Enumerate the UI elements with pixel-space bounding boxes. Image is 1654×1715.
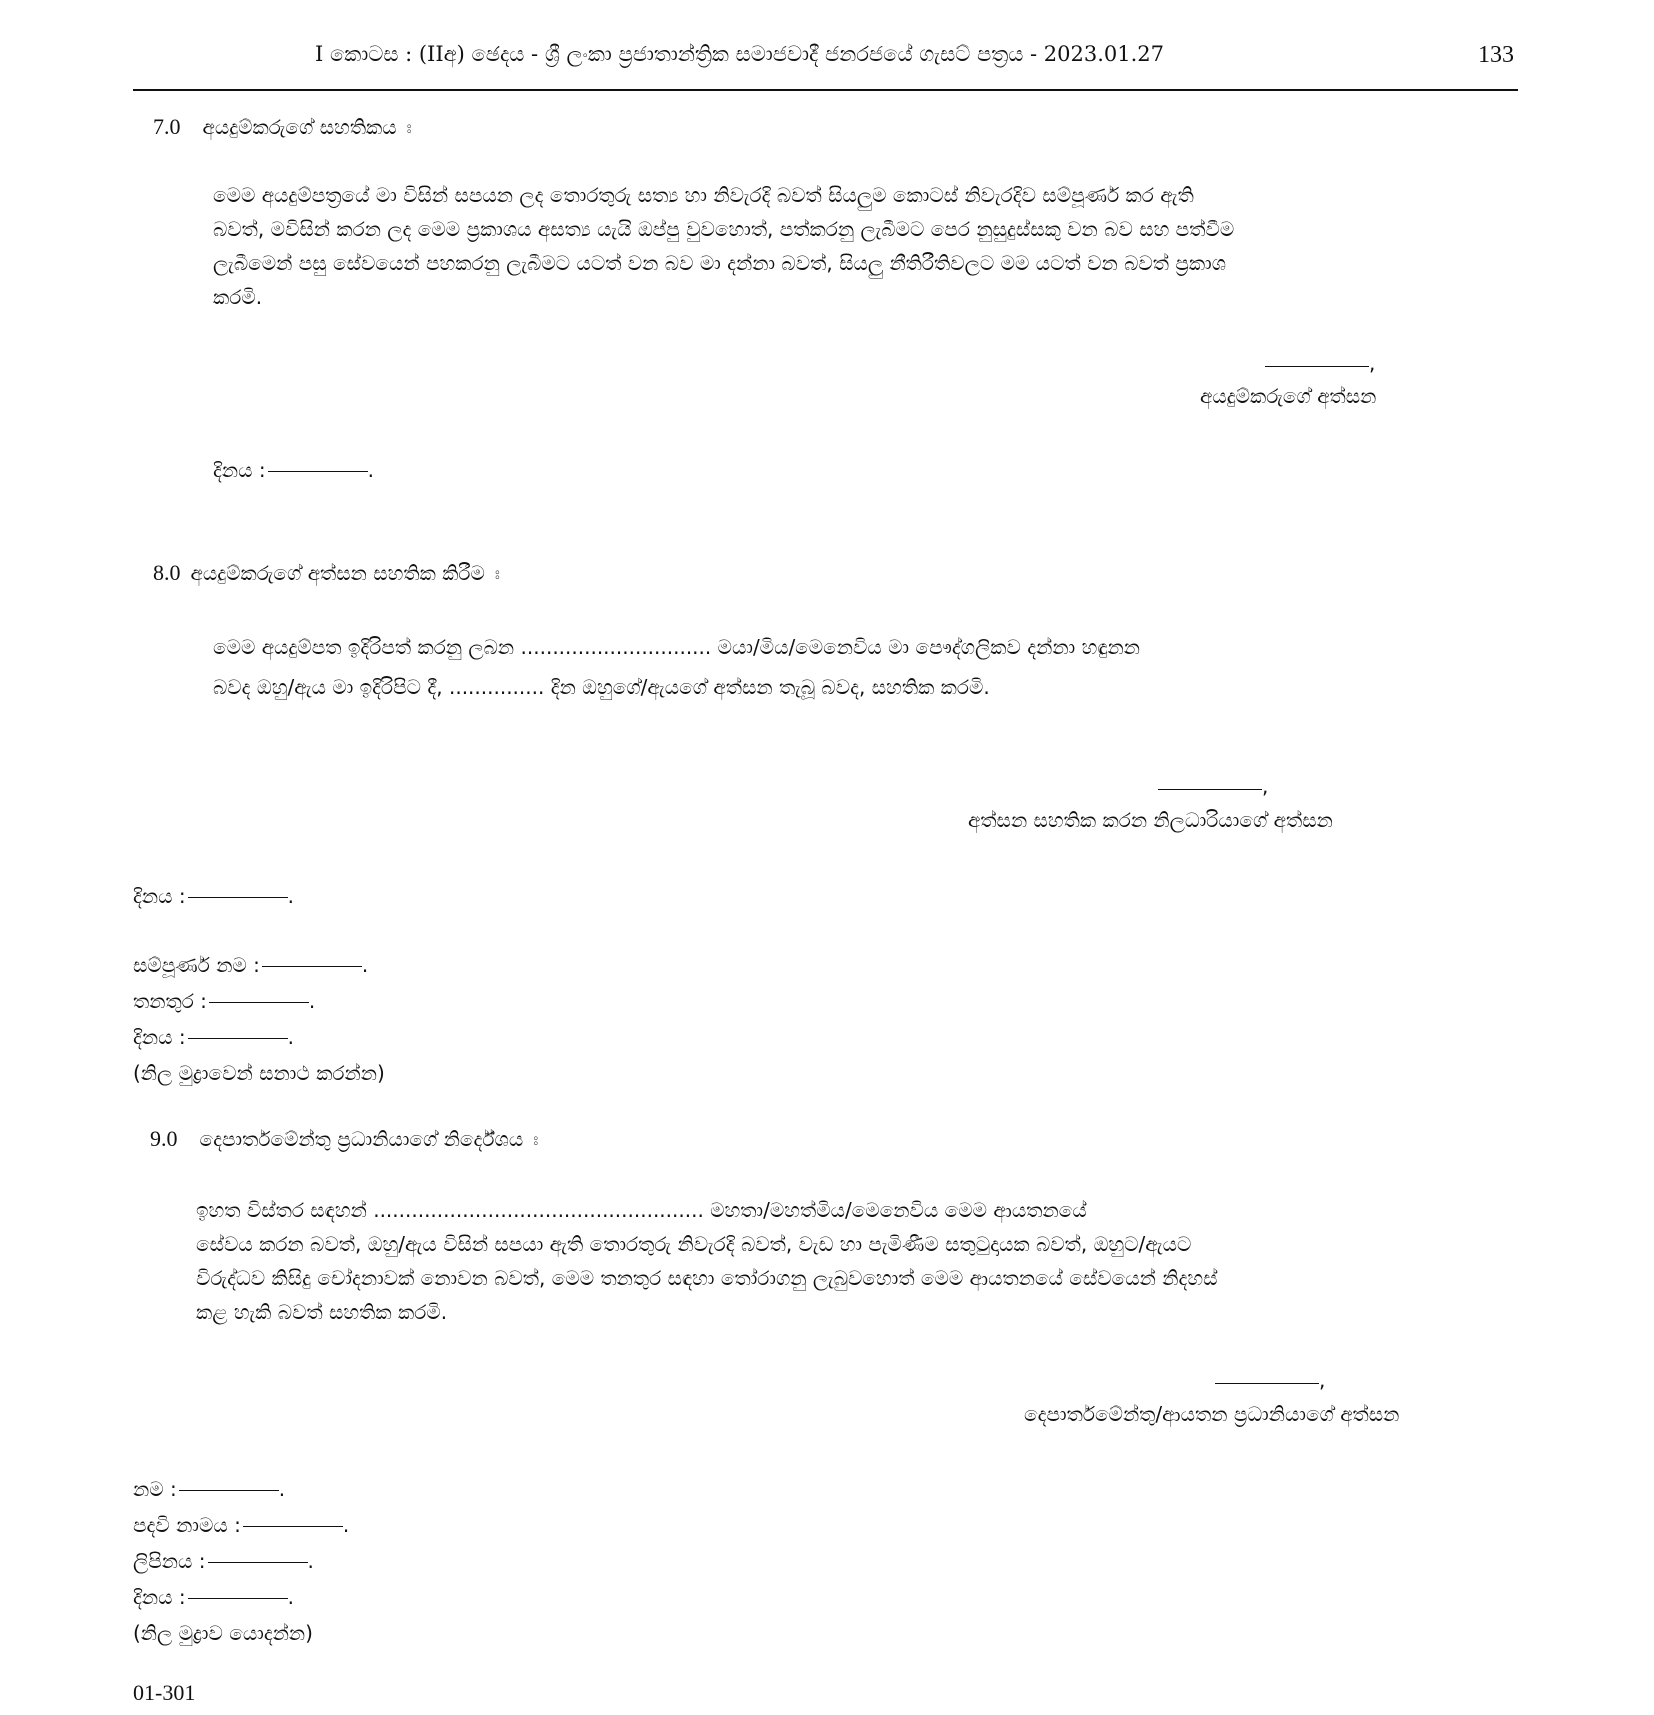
field-label: දිනය : (133, 1025, 186, 1049)
field-label: ලිපිනය : (133, 1549, 206, 1573)
certification-line: මෙම අයදුම්පත ඉදිරිපත් කරනු ලබන .............................. මයා/මිය/මෙනෙවිය මා පෞද්ගලිකව දන්නා හඳුනන (213, 635, 1140, 659)
gazette-header-title: I කොටස : (IIඅ) ඡෙදය - ශ්‍රී ලංකා ප්‍රජාතාන්ත්‍රික සමාජවාදී ජනරජයේ ගැසට් පත්‍රය - 2023.01.27 (315, 42, 1165, 66)
blank-line (188, 1598, 288, 1599)
blank-line (179, 1490, 279, 1491)
recommendation-line: කළ හැකි බවත් සහතික කරමි. (196, 1300, 448, 1324)
section-7-title: අයදුම්කරුගේ සහතිකය ඃ (202, 115, 412, 139)
section-9-recommendation (196, 1193, 1518, 1329)
section-8-full-name-field: සම්පූර්ණ නම : . (133, 953, 369, 977)
header-divider (133, 89, 1518, 91)
certifying-officer-signature-caption: අත්සන සහතික කරන නිලධාරියාගේ අත්සන (968, 808, 1333, 832)
signature-comma: , (1319, 1368, 1326, 1392)
date-label: දිනය : (213, 458, 266, 482)
section-8-title: අයදුම්කරුගේ අත්සන සහතික කිරීම ඃ (190, 561, 500, 585)
certification-line: බවද ඔහු/ඇය මා ඉදිරිපිට දී, ............... දින ඔහුගේ/ඇයගේ අත්සන තැබූ බවද, සහතික කරමි. (213, 675, 990, 699)
signature-comma: , (1262, 774, 1269, 798)
section-9-heading (150, 1126, 538, 1152)
section-8-date-field: දිනය : . (133, 884, 294, 908)
section-7-declaration (213, 178, 1518, 314)
recommendation-line: විරුද්ධව කිසිදු චෝදනාවක් නොවන බවත්, මෙම තනතුර සඳහා තෝරාගනු ලැබුවහොත් මෙම ආයතනයේ සේවයෙන් නිදහස් (196, 1266, 1218, 1290)
field-label: තනතුර : (133, 989, 207, 1013)
head-signature-line (1215, 1383, 1319, 1384)
field-label: නම : (133, 1477, 177, 1501)
blank-line (262, 966, 362, 967)
section-8-date-field-2: දිනය : . (133, 1025, 294, 1049)
section-8-seal-note: (නිල මුද්‍රාවෙන් සනාථ කරන්න) (133, 1061, 385, 1085)
field-label: පදවි නාමය : (133, 1513, 241, 1537)
section-8-number: 8.0 (153, 560, 181, 585)
declaration-line: බවත්, මවිසින් කරන ලද මෙම ප්‍රකාශය අසත්‍ය යැයි ඔප්පු වුවහොත්, පත්කරනු ලැබීමට පෙර නුසුදුස්සකු වන බව සහ පත්වීම (213, 217, 1235, 241)
footer-code: 01-301 (133, 1680, 196, 1705)
declaration-line: කරමි. (213, 285, 263, 309)
declaration-line: මෙම අයදුම්පත්‍රයේ මා විසින් සපයන ලද තොරතුරු සත්‍ය හා නිවැරදි බවත් සියලුම කොටස් නිවැරදිව සම්පූර්ණ කර ඇති (213, 183, 1194, 207)
recommendation-line: ඉහත විස්තර සඳහන් .................................................... මහතා/මහත්මිය/මෙනෙවිය මෙම ආයතනයේ (196, 1198, 1087, 1222)
field-label: දිනය : (133, 884, 186, 908)
field-label: දිනය : (133, 1585, 186, 1609)
section-7-date-field: දිනය : . (213, 458, 374, 482)
field-label: සම්පූර්ණ නම : (133, 953, 260, 977)
section-8-certification (213, 627, 1518, 707)
blank-line (243, 1526, 343, 1527)
blank-line (188, 1038, 288, 1039)
section-8-designation-field: තනතුර : . (133, 989, 316, 1013)
blank-line (188, 897, 288, 898)
section-7-number: 7.0 (153, 114, 181, 139)
section-8-heading (153, 560, 500, 586)
blank-line (209, 1002, 309, 1003)
section-9-seal-note: (නිල මුද්‍රාව යොදන්න) (133, 1621, 313, 1645)
section-9-address-field: ලිපිනය : . (133, 1549, 314, 1573)
section-9-date-field: දිනය : . (133, 1585, 294, 1609)
section-9-name-field: නම : . (133, 1477, 286, 1501)
date-blank-line (268, 471, 368, 472)
head-signature-caption: දෙපාර්තමේන්තු/ආයතන ප්‍රධානියාගේ අත්සන (1024, 1402, 1400, 1426)
section-9-title: දෙපාර්තමේන්තු ප්‍රධානියාගේ නිර්දේශය ඃ (199, 1127, 539, 1151)
section-9-number: 9.0 (150, 1126, 178, 1151)
section-7-heading (153, 114, 412, 140)
certifying-officer-signature-line (1158, 789, 1262, 790)
blank-line (208, 1562, 308, 1563)
declaration-line: ලැබීමෙන් පසු සේවයෙන් පහකරනු ලැබීමට යටත් වන බව මා දන්නා බවත්, සියලු නීතිරීතිවලට මම යටත් වන බවත් ප්‍රකාශ (213, 251, 1227, 275)
recommendation-line: සේවය කරන බවත්, ඔහු/ඇය විසින් සපයා ඇති තොරතුරු නිවැරදි බවත්, වැඩ හා පැමිණීම සතුටුදායක බවත්, ඔහුට/ඇයට (196, 1232, 1192, 1256)
applicant-signature-caption: අයදුම්කරුගේ අත්සන (1200, 384, 1377, 408)
applicant-signature-line (1265, 366, 1369, 367)
section-9-designation-field: පදවි නාමය : . (133, 1513, 350, 1537)
signature-comma: , (1369, 351, 1376, 375)
page-number: 133 (1478, 42, 1514, 68)
